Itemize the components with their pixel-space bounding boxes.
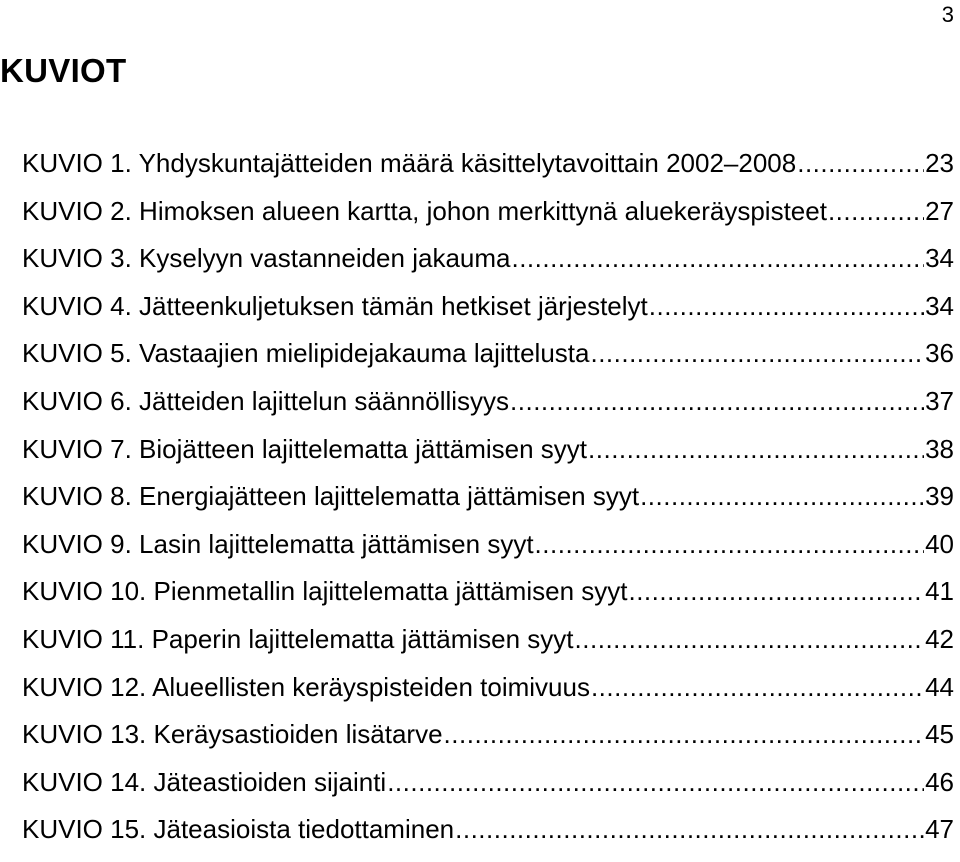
toc-entry[interactable]	[22, 291, 954, 339]
toc-entry-label: KUVIO 2. Himoksen alueen kartta, johon merkittynä aluekeräyspisteet	[22, 195, 827, 226]
toc-entry-page: 23	[925, 148, 954, 178]
toc-entry-label: KUVIO 5. Vastaajien mielipidejakauma lajittelusta	[22, 338, 590, 369]
toc-entry-label: KUVIO 3. Kyselyyn vastanneiden jakauma	[22, 243, 511, 274]
dot-leader	[591, 672, 924, 703]
dot-leader	[588, 434, 924, 465]
toc-entry-label: KUVIO 13. Keräysastioiden lisätarve	[22, 719, 443, 750]
toc-entry[interactable]	[22, 814, 954, 862]
toc-entry[interactable]	[22, 196, 954, 244]
toc-entry[interactable]	[22, 148, 954, 196]
toc-entry[interactable]	[22, 672, 954, 720]
toc-entry-label: KUVIO 1. Yhdyskuntajätteiden määrä käsittelytavoittain 2002–2008	[22, 148, 797, 178]
toc-entry-page: 39	[925, 481, 954, 512]
toc-entry-label: KUVIO 12. Alueellisten keräyspisteiden toimivuus	[22, 671, 590, 702]
toc-entry-page: 47	[925, 814, 954, 845]
dot-leader	[640, 481, 924, 512]
dot-leader	[455, 814, 924, 845]
dot-leader	[797, 148, 924, 179]
toc-entry[interactable]	[22, 386, 954, 434]
figure-list	[22, 148, 954, 862]
toc-entry[interactable]	[22, 481, 954, 529]
toc-entry-label: KUVIO 15. Jäteasioista tiedottaminen	[22, 814, 455, 845]
toc-entry-page: 27	[925, 195, 954, 226]
dot-leader	[510, 386, 924, 417]
toc-entry-page: 42	[925, 623, 954, 654]
toc-entry[interactable]	[22, 767, 954, 815]
toc-entry[interactable]	[22, 338, 954, 386]
toc-entry-label: KUVIO 8. Energiajätteen lajittelematta jättämisen syyt	[22, 481, 640, 512]
toc-entry-label: KUVIO 11. Paperin lajittelematta jättämisen syyt	[22, 623, 574, 654]
toc-entry-label: KUVIO 9. Lasin lajittelematta jättämisen syyt	[22, 528, 534, 559]
toc-entry[interactable]	[22, 243, 954, 291]
page-title: KUVIOT	[0, 52, 127, 89]
toc-entry-label: KUVIO 6. Jätteiden lajittelun säännöllisyys	[22, 385, 510, 416]
toc-entry-page: 46	[925, 766, 954, 797]
dot-leader	[590, 338, 924, 369]
toc-entry-page: 34	[925, 290, 954, 321]
toc-entry-page: 40	[925, 528, 954, 559]
toc-entry-page: 37	[925, 385, 954, 416]
dot-leader	[535, 529, 925, 560]
dot-leader	[387, 767, 924, 798]
dot-leader	[511, 243, 924, 274]
dot-leader	[628, 576, 924, 607]
dot-leader	[828, 196, 924, 227]
toc-entry[interactable]	[22, 434, 954, 482]
dot-leader	[444, 719, 925, 750]
toc-entry[interactable]	[22, 529, 954, 577]
toc-entry[interactable]	[22, 719, 954, 767]
toc-entry-label: KUVIO 14. Jäteastioiden sijainti	[22, 766, 387, 797]
toc-entry-page: 38	[925, 433, 954, 464]
toc-entry-page: 41	[925, 576, 954, 607]
dot-leader	[649, 291, 924, 322]
toc-entry-page: 45	[925, 719, 954, 750]
toc-entry-page: 36	[925, 338, 954, 369]
toc-entry-label: KUVIO 4. Jätteenkuljetuksen tämän hetkiset järjestelyt	[22, 290, 648, 321]
toc-entry-page: 34	[925, 243, 954, 274]
page-number: 3	[941, 2, 954, 27]
dot-leader	[575, 624, 925, 655]
toc-entry[interactable]	[22, 624, 954, 672]
toc-entry-page: 44	[925, 671, 954, 702]
toc-entry-label: KUVIO 10. Pienmetallin lajittelematta jättämisen syyt	[22, 576, 628, 607]
toc-entry-label: KUVIO 7. Biojätteen lajittelematta jättämisen syyt	[22, 433, 588, 464]
toc-entry[interactable]	[22, 576, 954, 624]
